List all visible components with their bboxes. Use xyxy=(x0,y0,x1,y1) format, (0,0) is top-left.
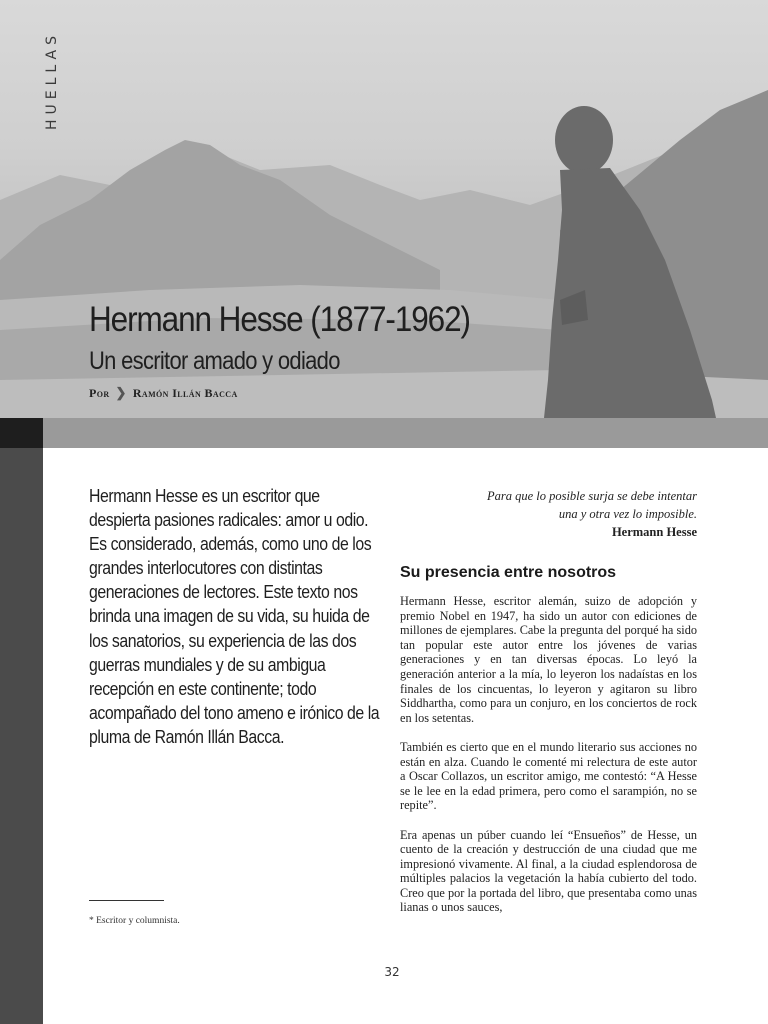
footnote: * Escritor y columnista. xyxy=(89,916,180,926)
body-paragraph-1: Hermann Hesse, escritor alemán, suizo de adopción y premio Nobel en 1947, ha sido un autor con ediciones de millones de ejemplares. Cabe la pregunta del porqué ha sido tan popular este autor entre los jóvenes de varias generaciones y en tan diversas épocas. Lo leyó la generación anterior a la mía, lo leyeron los nadaístas en los finales de los cincuentas, lo leyeron y agitaron su libro Siddhartha, como para un conjuro, en los conciertos de rock en los setentas. xyxy=(400,594,697,725)
band-corner xyxy=(0,418,43,448)
byline-prefix: Por xyxy=(89,385,110,400)
epigraph xyxy=(440,487,697,541)
side-strip xyxy=(0,448,43,1024)
chevron-right-icon: ❯ xyxy=(115,385,127,400)
body-paragraph-3: Era apenas un púber cuando leí “Ensueños” de Hesse, un cuento de la creación y destrucción de una ciudad que me impresionó vivamente. Al final, a la ciudad esplendorosa de múltiples palacios la vegetación la había cubierto del todo. Creo que por la portada del libro, que presentaba como unas lianas o unos sauces, xyxy=(400,827,697,915)
section-label: HUELLAS xyxy=(44,30,60,130)
article-title: Hermann Hesse (1877-1962) xyxy=(89,300,470,339)
body-text xyxy=(400,594,697,930)
epigraph-author: Hermann Hesse xyxy=(611,525,697,539)
footnote-divider xyxy=(89,900,164,901)
article-subtitle: Un escritor amado y odiado xyxy=(89,347,340,375)
lead-paragraph: Hermann Hesse es un escritor que despierta pasiones radicales: amor u odio. Es considerado, además, como uno de los grandes interlocutores con distintas generaciones de lectores. Este texto nos brinda una imagen de su vida, su huida de los sanatorios, su experiencia de las dos guerras mundiales y de su ambigua recepción en este continente; todo acompañado del tono ameno e irónico de la pluma de Ramón Illán Bacca. xyxy=(89,486,380,747)
hero-photo xyxy=(0,0,768,418)
epigraph-line-2: una y otra vez lo imposible. xyxy=(558,507,697,521)
page-number: 32 xyxy=(384,965,400,979)
body-paragraph-2: También es cierto que en el mundo literario sus acciones no están en alza. Cuando le comenté mi relectura de este autor a Oscar Collazos, un escritor amigo, me contestó: “A Hesse se le lee en la edad primera, pero como el sarampión, no se repite”. xyxy=(400,739,697,813)
epigraph-line-1: Para que lo posible surja se debe intentar xyxy=(486,489,697,503)
grey-band xyxy=(0,418,768,448)
byline-author: Ramón Illán Bacca xyxy=(132,385,238,400)
byline xyxy=(89,385,238,401)
section-heading: Su presencia entre nosotros xyxy=(400,564,617,581)
